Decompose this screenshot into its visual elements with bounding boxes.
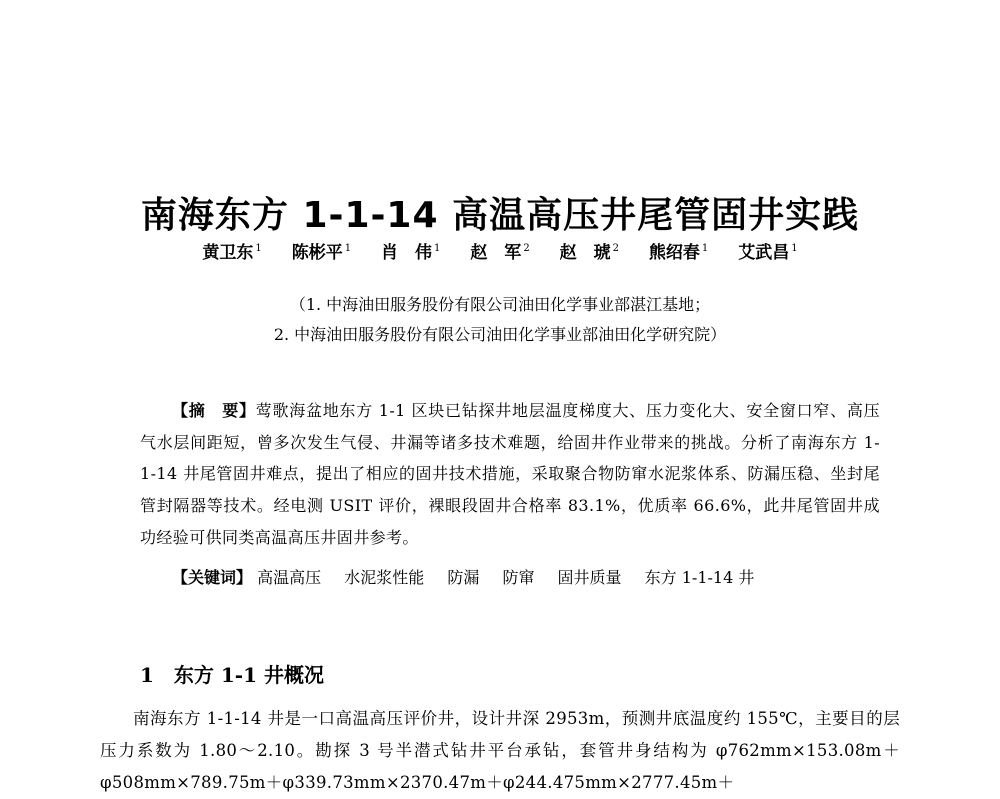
paper-title: 南海东方 1-1-14 高温高压井尾管固井实践 (140, 195, 860, 237)
author-affiliation-mark: 2 (612, 243, 619, 255)
author-affiliation-mark: 1 (344, 243, 352, 255)
body-paragraph: 南海东方 1-1-14 井是一口高温高压评价井，设计井深 2953m，预测井底温度约 155℃，主要目的层压力系数为 1.80～2.10。勘探 3 号半潜式钻井平台承钻，套管井身结构为 φ762mm×153.08m＋φ508mm×789.75m＋φ339.73mm×2370.47m＋φ244.475mm×2777.45m＋ (100, 708, 900, 792)
author-name: 肖 伟 (381, 243, 433, 263)
keyword: 高温高压 (257, 568, 322, 587)
keyword: 防漏 (447, 568, 480, 587)
keywords-label: 【关键词】 (172, 568, 253, 587)
author-affiliation-mark: 1 (791, 243, 798, 255)
author-affiliation-mark: 1 (434, 243, 441, 255)
abstract-text: 莺歌海盆地东方 1-1 区块已钻探井地层温度梯度大、压力变化大、安全窗口窄、高压气水层间距短，曾多次发生气侵、井漏等诸多技术难题，给固井作业带来的挑战。分析了南海东方 1-1-14 井尾管固井难点，提出了相应的固井技术措施，采取聚合物防窜水泥浆体系、防漏压稳、坐封尾管封隔器等技术。经电测 USIT 评价，裸眼段固井合格率 83.1%，优质率 66.6%，此井尾管固井成功经验可供同类高温高压井固井参考。 (140, 401, 880, 547)
author (202, 238, 261, 263)
affiliation-2: 2. 中海油田服务股份有限公司油田化学事业部油田化学研究院） (273, 325, 727, 344)
author (470, 238, 529, 263)
author-affiliation-mark: 2 (523, 243, 530, 255)
author-name: 赵 军 (470, 243, 522, 263)
keyword: 水泥浆性能 (344, 568, 425, 587)
author (560, 238, 619, 263)
author-name: 艾武昌 (738, 243, 790, 263)
author (649, 238, 708, 263)
author (292, 238, 351, 263)
keyword: 固井质量 (557, 568, 622, 587)
author (381, 238, 440, 263)
author-affiliation-mark: 1 (701, 243, 709, 255)
author-affiliation-mark: 1 (255, 243, 262, 255)
author-name: 黄卫东 (202, 243, 254, 263)
author-list (0, 238, 1000, 263)
section-number: 1 (140, 662, 154, 687)
keywords (172, 565, 892, 588)
author-name: 赵 琥 (559, 243, 611, 263)
author-name: 陈彬平 (291, 243, 343, 263)
author-name: 熊绍春 (648, 243, 700, 263)
author (738, 238, 797, 263)
section-heading (140, 659, 324, 688)
abstract (140, 395, 880, 554)
section-title: 东方 1-1 井概况 (173, 662, 324, 687)
keyword: 防窜 (502, 568, 535, 587)
affiliation-1: （1. 中海油田服务股份有限公司油田化学事业部湛江基地； (289, 295, 711, 314)
keyword: 东方 1-1-14 井 (644, 568, 755, 587)
abstract-label: 【摘 要】 (172, 401, 256, 420)
